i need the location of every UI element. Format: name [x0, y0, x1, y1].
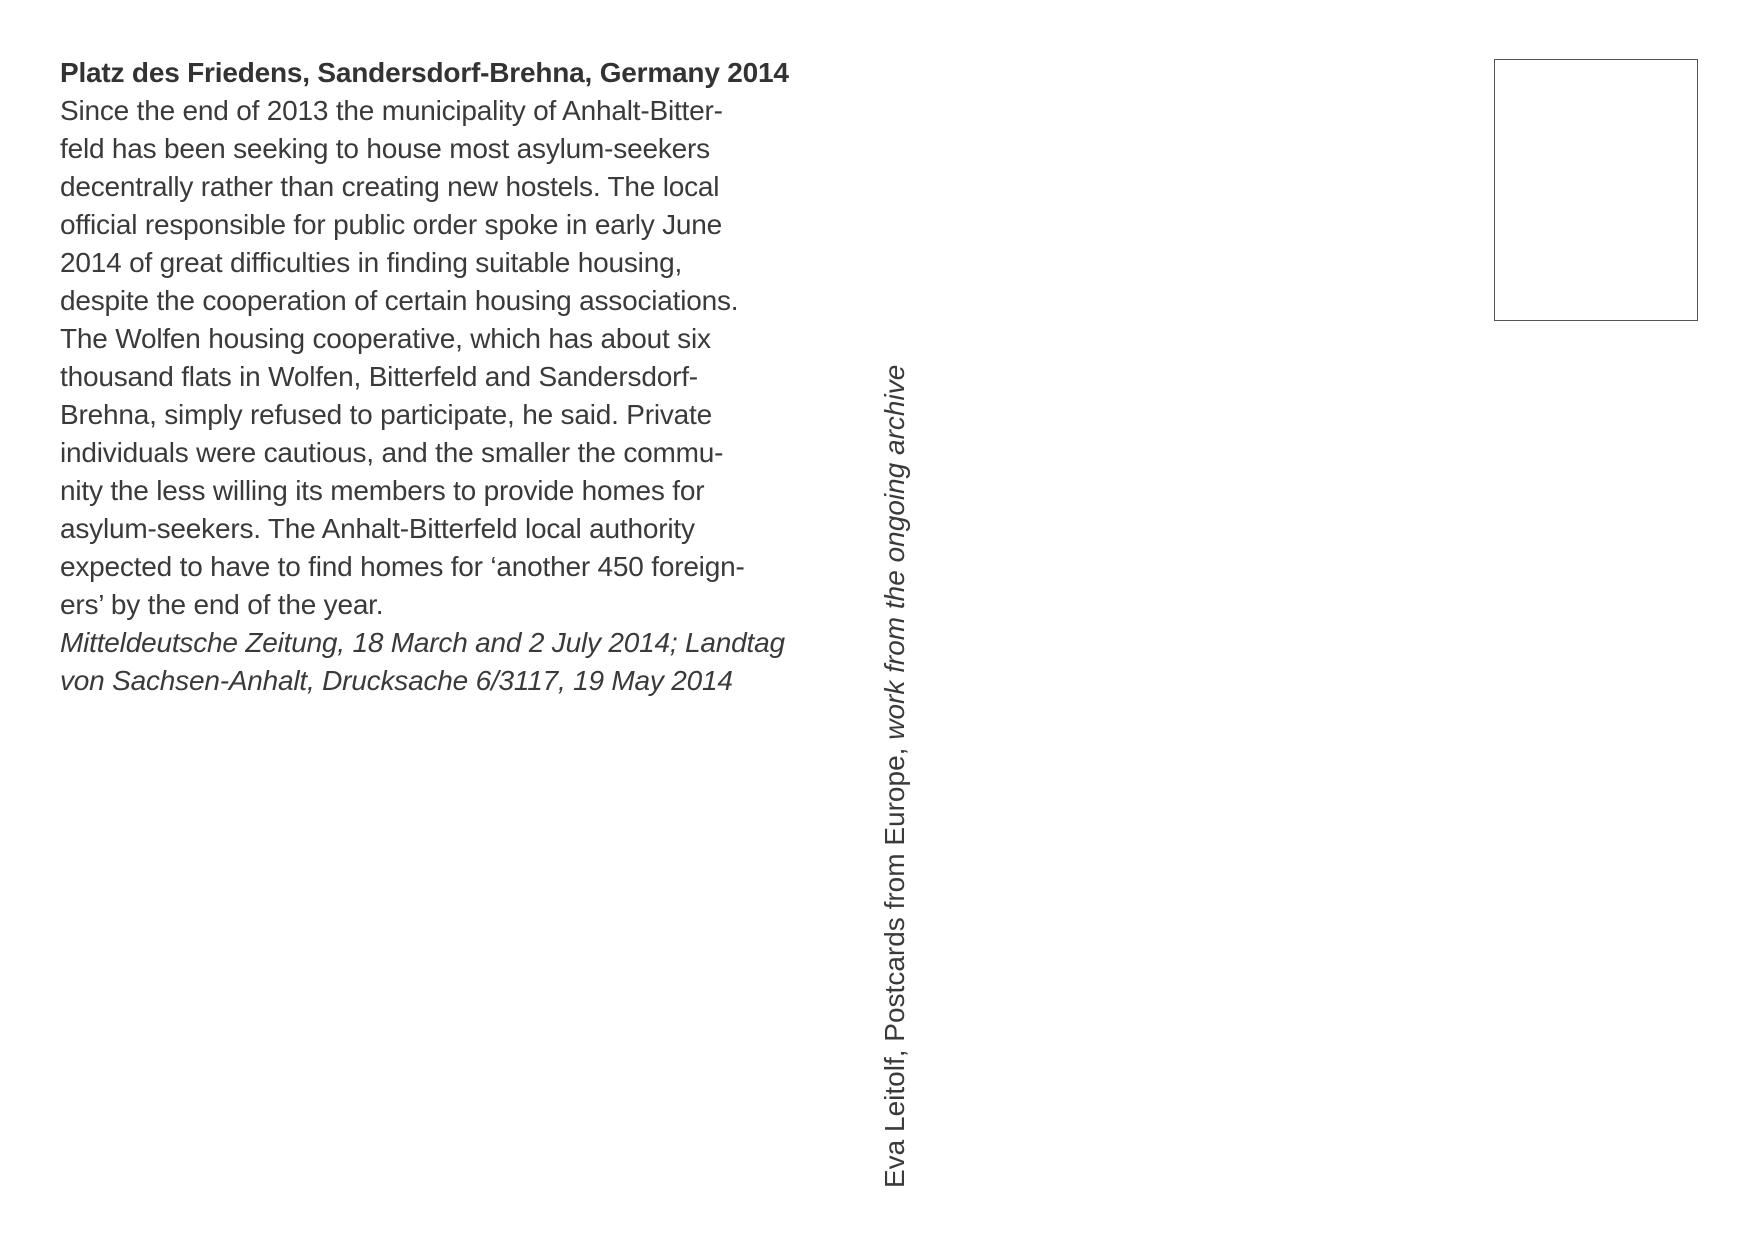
source-line: von Sachsen-Anhalt, Drucksache 6/3117, 19 May 2014 — [60, 665, 733, 696]
body-line: decentrally rather than creating new hostels. The local — [60, 171, 720, 202]
body-line: nity the less willing its members to provide homes for — [60, 475, 705, 506]
postcard-text — [60, 54, 860, 700]
body-line: asylum-seekers. The Anhalt-Bitterfeld local authority — [60, 513, 695, 544]
vertical-credit — [878, 365, 912, 1188]
body-line: Brehna, simply refused to participate, he said. Private — [60, 399, 713, 430]
caption-body — [60, 92, 860, 624]
body-line: expected to have to find homes for ‘another 450 foreign- — [60, 551, 745, 582]
stamp-box — [1494, 59, 1698, 321]
body-line: 2014 of great difficulties in finding suitable housing, — [60, 247, 683, 278]
body-line: feld has been seeking to house most asylum-seekers — [60, 133, 710, 164]
body-line: thousand flats in Wolfen, Bitterfeld and Sandersdorf- — [60, 361, 698, 392]
caption-source — [60, 624, 860, 700]
credit-italic: work from the ongoing archive — [879, 364, 910, 740]
body-line: despite the cooperation of certain housing associations. — [60, 285, 739, 316]
source-line: Mitteldeutsche Zeitung, 18 March and 2 July 2014; Landtag — [60, 627, 785, 658]
body-line: official responsible for public order spoke in early June — [60, 209, 723, 240]
body-line: The Wolfen housing cooperative, which has about six — [60, 323, 711, 354]
caption-title: Platz des Friedens, Sandersdorf-Brehna, Germany 2014 — [60, 57, 789, 88]
body-line: Since the end of 2013 the municipality of Anhalt-Bitter- — [60, 95, 723, 126]
body-line: individuals were cautious, and the smaller the commu- — [60, 437, 724, 468]
credit-regular: Eva Leitolf, Postcards from Europe, — [879, 739, 910, 1188]
body-line: ers’ by the end of the year. — [60, 589, 384, 620]
